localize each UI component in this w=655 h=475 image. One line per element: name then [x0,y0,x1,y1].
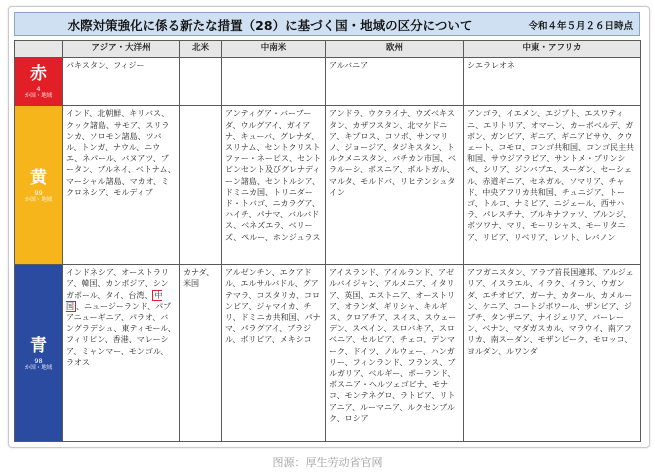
column-header-middle-east-africa: 中東・アフリカ [464,41,641,58]
table-row-blue [15,265,641,442]
category-unit: か国・地域 [24,364,53,371]
category-label: 黄 [30,167,47,188]
cell-red-europe: アルバニア [326,58,464,106]
category-red-cell [15,58,63,106]
cell-yellow-asia: インド、北朝鮮、キリバス、クック諸島、サモア、スリランカ、ソロモン諸島、ツバル、トンガ、ナウル、ニウエ、ネパール、バヌアツ、ブータン、ブルネイ、ベトナム、マーシャル諸島、マカオ、ミクロネシア、モルディブ [63,106,180,265]
header-row [15,41,641,58]
cell-yellow-latin-america: アンティグア・バーブーダ、ウルグアイ、ガイアナ、キューバ、グレナダ、スリナム、セントクリストファー・ネービス、セントビンセント及びグレナディーン諸島、セントルシア、ドミニカ国、トリニダード・トバゴ、ニカラグア、ハイチ、パナマ、バルバドス、ベネズエラ、ベリーズ、ペルー、ホンジュラス [222,106,326,265]
column-header-asia: アジア・大洋州 [63,41,180,58]
cell-yellow-europe: アンドラ、ウクライナ、ウズベキスタン、カザフスタン、北マケドニア、キプロス、コソボ、サンマリノ、ジョージア、タジキスタン、トルクメニスタン、バチカン市国、ベラルーシ、ボスニア、ポルトガル、マルタ、モルドバ、リヒテンシュタイン [326,106,464,265]
image-source-caption: 图源：厚生劳动省官网 [272,456,383,469]
country-classification-table [14,40,641,442]
cell-blue-latin-america: アルゼンチン、エクアドル、エルサルバドル、グアテマラ、コスタリカ、コロンビア、ジャマイカ、チリ、ドミニカ共和国、パナマ、パラグアイ、ブラジル、ボリビア、メキシコ [222,265,326,442]
cell-yellow-north-america [180,106,222,265]
cell-blue-asia [63,265,180,442]
column-header-europe: 欧州 [326,41,464,58]
asia-countries-after: 、ニュージーランド、パプアニューギニア、パラオ、バングラデシュ、東ティモール、フィリピン、香港、マレーシア、ミャンマー、モンゴル、ラオス [66,301,176,367]
category-yellow-cell [15,106,63,265]
cell-red-middle-east-africa: シエラレオネ [464,58,641,106]
category-blue-cell [15,265,63,442]
cell-yellow-middle-east-africa: アンゴラ、イエメン、エジプト、エスワティニ、エリトリア、オマーン、カーボベルデ、ガボン、ガンビア、ギニア、ギニアビサウ、クウェート、コモロ、コンゴ共和国、コンゴ民主共和国、サウジアラビア、サントメ・プリンシペ、シリア、ジンバブエ、スーダン、セーシェル、赤道ギニア、セネガル、ソマリア、チャド、中央アフリカ共和国、チュニジア、トーゴ、トルコ、ナミビア、ニジェール、西サハラ、パレスチナ、ブルキナファソ、ブルンジ、ボツワナ、マリ、モーリシャス、モーリタニア、リビア、リベリア、レソト、レバノン [464,106,641,265]
table-row-red [15,58,641,106]
category-label: 青 [30,335,47,356]
asia-countries-before: インドネシア、オーストラリア、韓国、カンボジア、シンガポール、タイ、台湾、 [66,268,169,300]
cell-red-north-america [180,58,222,106]
cell-red-asia: パキスタン、フィジー [63,58,180,106]
category-count: 98 [34,356,43,365]
cell-blue-north-america: カナダ、米国 [180,265,222,442]
category-unit: か国・地域 [24,196,53,203]
title-bar [14,12,640,36]
header-corner [15,41,63,58]
table-row-yellow [15,106,641,265]
column-header-north-america: 北米 [180,41,222,58]
category-count: 99 [34,188,43,197]
category-unit: か国・地域 [24,93,53,100]
category-label: 赤 [30,64,47,85]
cell-red-latin-america [222,58,326,106]
column-header-latin-america: 中南米 [222,41,326,58]
document-title: 水際対策強化に係る新たな措置（28）に基づく国・地域の区分について [67,18,473,33]
as-of-date: 令和４年５月２６日時点 [528,21,633,32]
cell-blue-middle-east-africa: アフガニスタン、アラブ首長国連邦、アルジェリア、イスラエル、イラク、イラン、ウガンダ、エチオピア、ガーナ、カタール、カメルーン、ケニア、コートジボワール、ザンビア、ジブチ、タンザニア、ナイジェリア、バーレーン、ベナン、マダガスカル、マラウイ、南アフリカ、南スーダン、モザンビーク、モロッコ、ヨルダン、ルワンダ [464,265,641,442]
cell-blue-europe: アイスランド、アイルランド、アゼルバイジャン、アルメニア、イタリア、英国、エストニア、オーストリア、オランダ、ギリシャ、キルギス、クロアチア、スイス、スウェーデン、スペイン、スロバキア、スロベニア、セルビア、チェコ、デンマーク、ドイツ、ノルウェー、ハンガリー、フィンランド、フランス、ブルガリア、ベルギー、ポーランド、ボスニア・ヘルツェゴビナ、モナコ、モンテネグロ、ラトビア、リトアニア、ルーマニア、ルクセンブルク、ロシア [326,265,464,442]
category-count: 4 [36,85,41,94]
highlighted-china: 中国 [66,290,163,311]
